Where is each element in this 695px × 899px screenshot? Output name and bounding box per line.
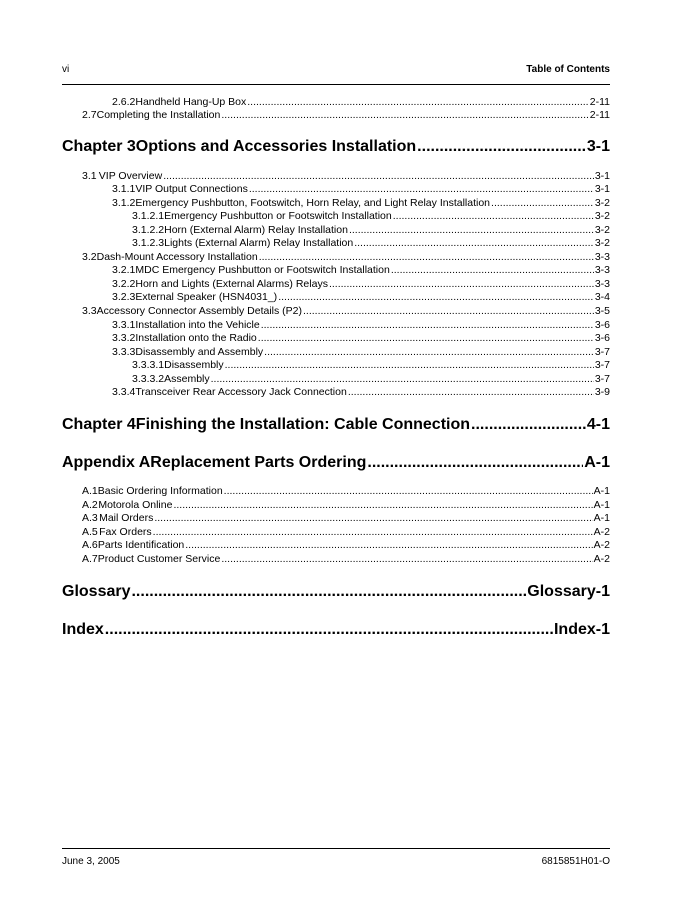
toc-number: A.7: [82, 553, 98, 565]
toc-page: 3-1: [586, 138, 610, 155]
toc-title: Assembly: [164, 373, 210, 385]
dot-leader: [278, 290, 594, 304]
toc-page: 3-3: [594, 264, 610, 276]
toc-entry-a-7[interactable]: [62, 552, 610, 566]
toc-page: 3-7: [594, 373, 610, 385]
toc-title: Disassembly: [164, 359, 224, 371]
toc-page: 3-2: [594, 224, 610, 236]
toc-page: A-1: [584, 454, 610, 471]
toc-title: Mail Orders: [99, 512, 154, 524]
toc-entry-3-3-3-2[interactable]: [62, 372, 610, 386]
toc-number: 3.1.2.3: [132, 237, 165, 249]
toc-page: 3-6: [594, 332, 610, 344]
toc-number: 3.1.2: [112, 197, 136, 209]
dot-leader: [154, 511, 592, 525]
toc-page: 3-6: [594, 319, 610, 331]
dot-leader: [225, 358, 594, 372]
toc-entry-3-3-2[interactable]: [62, 331, 610, 345]
toc-title: Disassembly and Assembly: [135, 346, 264, 358]
toc-entry-a-3[interactable]: [62, 511, 610, 525]
toc-number: 3.3.4: [112, 386, 136, 398]
toc-number: 3.3: [82, 305, 97, 317]
toc-number: 2.6.2: [112, 96, 136, 108]
dot-leader: [247, 95, 588, 109]
toc-number: 3.3.1: [112, 319, 136, 331]
dot-leader: [224, 484, 593, 498]
toc-title: Handheld Hang-Up Box: [135, 96, 247, 108]
toc-title: Horn (External Alarm) Relay Installation: [164, 224, 348, 236]
toc-number: A.5: [82, 526, 98, 538]
dot-leader: [221, 552, 592, 566]
toc-title: Dash-Mount Accessory Installation: [96, 251, 258, 263]
table-of-contents: [62, 0, 610, 899]
toc-page: 3-9: [594, 386, 610, 398]
toc-title: Completing the Installation: [96, 109, 221, 121]
toc-title: Motorola Online: [98, 499, 173, 511]
dot-leader: [131, 582, 526, 602]
toc-entry-3-1-2-2[interactable]: [62, 223, 610, 237]
toc-number: 2.7: [82, 109, 97, 121]
toc-chapter-number: Chapter 4: [62, 416, 136, 433]
toc-page: A-1: [593, 512, 610, 524]
dot-leader: [391, 263, 594, 277]
toc-glossary-title: Glossary: [62, 583, 131, 600]
toc-entry-a-5[interactable]: [62, 525, 610, 539]
toc-page: 3-3: [594, 251, 610, 263]
toc-number: A.3: [82, 512, 98, 524]
dot-leader: [153, 525, 593, 539]
toc-entry-3-3-4[interactable]: [62, 385, 610, 399]
toc-number: 3.2.2: [112, 278, 136, 290]
dot-leader: [349, 223, 594, 237]
dot-leader: [471, 415, 586, 435]
toc-entry-3-1[interactable]: [62, 169, 610, 183]
footer-doc-number: 6815851H01-O: [541, 856, 610, 867]
dot-leader: [258, 331, 594, 345]
toc-title: Horn and Lights (External Alarms) Relays: [135, 278, 328, 290]
toc-title: Installation into the Vehicle: [135, 319, 260, 331]
toc-entry-3-1-1[interactable]: [62, 182, 610, 196]
toc-title: Emergency Pushbutton or Footswitch Installation: [164, 210, 392, 222]
toc-page: 2-11: [589, 109, 610, 121]
dot-leader: [173, 498, 592, 512]
toc-entry-3-3-3[interactable]: [62, 345, 610, 359]
dot-leader: [185, 538, 592, 552]
toc-page: A-2: [593, 553, 610, 565]
toc-number: 3.3.3.2: [132, 373, 165, 385]
toc-title: Product Customer Service: [97, 553, 221, 565]
toc-entry-3-3-3-1[interactable]: [62, 358, 610, 372]
toc-title: Parts Identification: [97, 539, 185, 551]
toc-page: A-1: [593, 499, 610, 511]
toc-number: 3.1: [82, 170, 97, 182]
toc-page: A-2: [593, 526, 610, 538]
toc-chapter-number: Chapter 3: [62, 138, 136, 155]
page-number: vi: [62, 64, 70, 75]
dot-leader: [105, 620, 553, 640]
toc-page: A-1: [593, 485, 610, 497]
toc-title: Basic Ordering Information: [97, 485, 223, 497]
running-title: Table of Contents: [526, 64, 610, 75]
toc-number: 3.3.3.1: [132, 359, 165, 371]
toc-title: External Speaker (HSN4031_): [135, 291, 278, 303]
toc-entry-2-7[interactable]: [62, 108, 610, 122]
toc-page: 3-2: [594, 237, 610, 249]
toc-entry-3-3-1[interactable]: [62, 318, 610, 332]
toc-title: VIP Overview: [98, 170, 163, 182]
toc-title: Fax Orders: [99, 526, 152, 538]
toc-page: Index-1: [553, 621, 610, 638]
dot-leader: [303, 304, 594, 318]
toc-appendix-number: Appendix A: [62, 454, 151, 471]
toc-number: A.2: [82, 499, 98, 511]
toc-entry-3-1-2-3[interactable]: [62, 236, 610, 250]
dot-leader: [249, 182, 594, 196]
toc-appendix-a[interactable]: [62, 453, 610, 473]
dot-leader: [163, 169, 594, 183]
toc-entry-3-2-3[interactable]: [62, 290, 610, 304]
toc-title: Lights (External Alarm) Relay Installation: [164, 237, 354, 249]
dot-leader: [211, 372, 594, 386]
toc-page: 3-7: [594, 359, 610, 371]
dot-leader: [491, 196, 594, 210]
toc-index[interactable]: [62, 620, 610, 640]
dot-leader: [417, 137, 586, 157]
footer-date: June 3, 2005: [62, 856, 120, 867]
toc-entry-a-6[interactable]: [62, 538, 610, 552]
dot-leader: [259, 250, 594, 264]
toc-page: 2-11: [589, 96, 610, 108]
toc-page: 3-7: [594, 346, 610, 358]
toc-entry-3-1-2-1[interactable]: [62, 209, 610, 223]
dot-leader: [261, 318, 594, 332]
dot-leader: [367, 453, 583, 473]
toc-page: 3-5: [594, 305, 610, 317]
toc-title: VIP Output Connections: [135, 183, 248, 195]
toc-glossary[interactable]: [62, 582, 610, 602]
toc-title: MDC Emergency Pushbutton or Footswitch Installation: [135, 264, 390, 276]
toc-number: 3.2.3: [112, 291, 136, 303]
toc-title: Transceiver Rear Accessory Jack Connection: [135, 386, 347, 398]
toc-index-title: Index: [62, 621, 104, 638]
toc-page: 3-1: [594, 170, 610, 182]
toc-entry-3-2[interactable]: [62, 250, 610, 264]
dot-leader: [393, 209, 594, 223]
toc-chapter-title: Finishing the Installation: Cable Connection: [135, 416, 471, 433]
toc-page: 3-4: [594, 291, 610, 303]
toc-page: 4-1: [586, 416, 610, 433]
toc-chapter-title: Options and Accessories Installation: [135, 138, 417, 155]
toc-page: A-2: [593, 539, 610, 551]
toc-entry-3-1-2[interactable]: [62, 196, 610, 210]
dot-leader: [354, 236, 594, 250]
toc-title: Emergency Pushbutton, Footswitch, Horn Relay, and Light Relay Installation: [135, 197, 491, 209]
toc-entry-3-3[interactable]: [62, 304, 610, 318]
toc-entry-a-1[interactable]: [62, 484, 610, 498]
toc-number: 3.1.2.1: [132, 210, 165, 222]
dot-leader: [329, 277, 594, 291]
toc-number: 3.3.3: [112, 346, 136, 358]
toc-page: 3-2: [594, 210, 610, 222]
toc-entry-2-6-2[interactable]: [62, 95, 610, 109]
toc-entry-3-2-1[interactable]: [62, 263, 610, 277]
toc-number: 3.2.1: [112, 264, 136, 276]
toc-appendix-title: Replacement Parts Ordering: [150, 454, 367, 471]
toc-chapter-4[interactable]: [62, 415, 610, 435]
toc-entry-3-2-2[interactable]: [62, 277, 610, 291]
toc-page: Glossary-1: [527, 583, 610, 600]
dot-leader: [264, 345, 594, 359]
toc-page: 3-2: [594, 197, 610, 209]
toc-number: 3.1.1: [112, 183, 136, 195]
toc-number: 3.1.2.2: [132, 224, 165, 236]
toc-chapter-3[interactable]: [62, 137, 610, 157]
dot-leader: [221, 108, 588, 122]
dot-leader: [348, 385, 594, 399]
footer-rule: [62, 848, 610, 849]
toc-number: 3.3.2: [112, 332, 136, 344]
toc-page: 3-1: [594, 183, 610, 195]
toc-number: A.1: [82, 485, 98, 497]
toc-title: Accessory Connector Assembly Details (P2): [96, 305, 303, 317]
toc-entry-a-2[interactable]: [62, 498, 610, 512]
toc-page: 3-3: [594, 278, 610, 290]
toc-number: A.6: [82, 539, 98, 551]
toc-number: 3.2: [82, 251, 97, 263]
toc-title: Installation onto the Radio: [135, 332, 257, 344]
